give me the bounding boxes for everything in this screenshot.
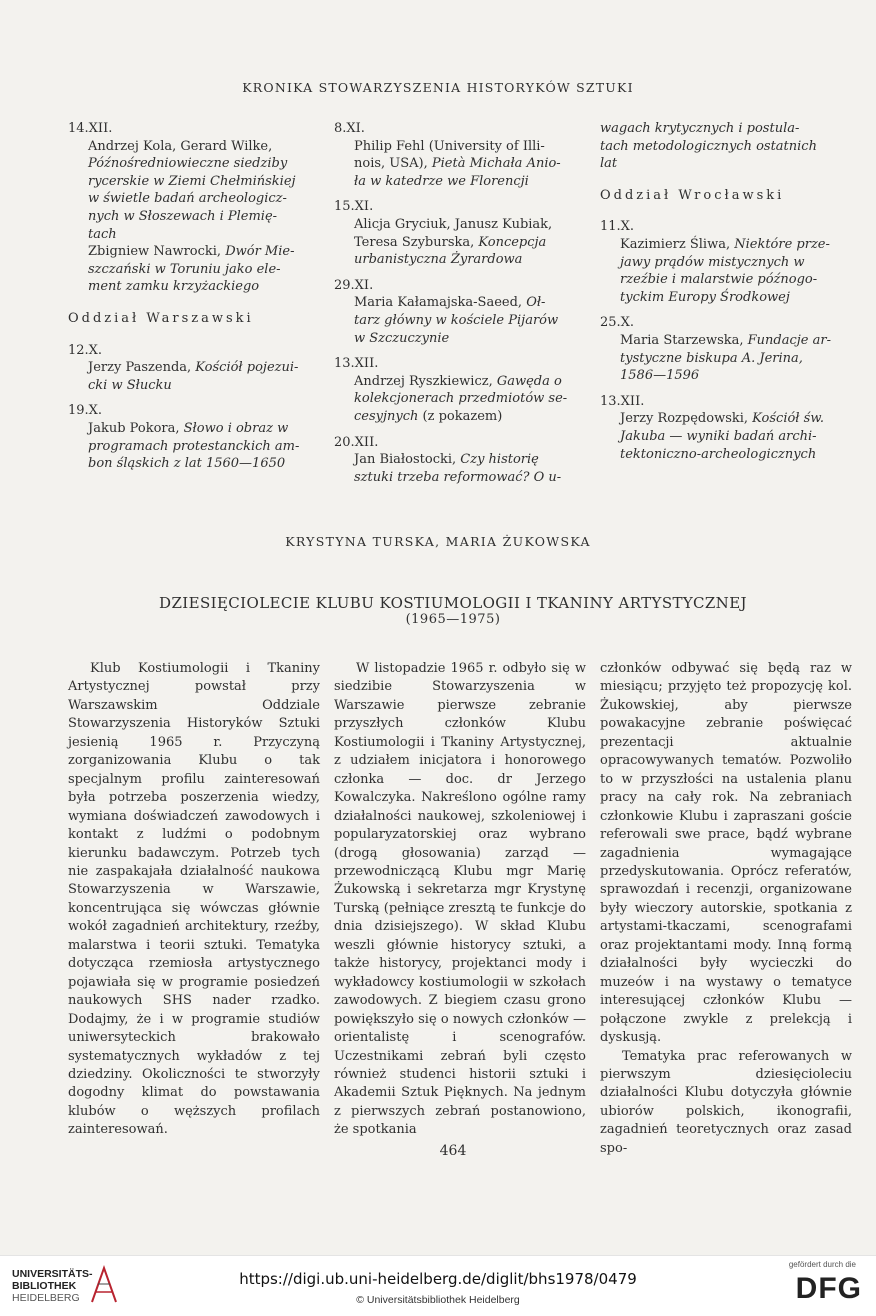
library-name-line3: HEIDELBERG [12,1292,80,1304]
entry-text: Jerzy Rozpędowski, [620,411,753,427]
entry-line [334,251,586,269]
entry-line [600,254,852,272]
entry-line [68,243,316,261]
entry-line [334,469,586,487]
entry-line [600,332,852,350]
entry-text: Teresa Szyburska, [354,234,479,250]
entry-line [334,408,586,426]
entry-title: tektoniczno-archeologicznych [620,446,817,462]
entry-title: urbanistyczna Żyrardowa [354,252,523,268]
entry-line [68,138,316,156]
entry-title: ment zamku krzyżackiego [88,279,260,295]
article-authors: KRYSTYNA TURSKA, MARIA ŻUKOWSKA [285,534,591,549]
entry-title: Koncepcja [478,234,547,250]
entry-text: Kazimierz Śliwa, [620,236,735,252]
entry-title: Kościół św. [752,411,825,427]
running-head: KRONIKA STOWARZYSZENIA HISTORYKÓW SZTUKI [242,80,634,95]
entry-line [600,155,852,173]
entry-line [68,438,316,456]
page-number: 464 [439,1143,467,1159]
lecture-date: 12.X. [68,342,103,358]
entry-title: cesyjnych [354,408,419,424]
entry-title: sztuki trzeba reformować? O u- [354,469,562,485]
lecture-date: 11.X. [600,219,635,235]
spacer [600,306,852,314]
paragraph: Tematyka prac referowanych w pierwszym dziesięcioleciu działalności Klubu dotyczyła głównie ubiorów polskich, ikonografii, zagadnień teoretycznych oraz zasad spo- [600,1048,852,1156]
entry-text: Maria Kałamajska-Saeed, [354,295,527,311]
chronicle-column-1 [68,120,316,473]
paragraph: członków odbywać się będą raz w miesiącu; przyjęto też propozycję kol. Żukowskiej, aby pierwsze powakacyjne zebranie poświęcać prezentacji aktualnie opracowywanych tematów. Pozwoliło to w przyszłości na ustalenia planu pracy na cały rok. Na zebraniach członkowie Klubu i zapraszani goście referowali swe prace, bądź wybrane zagadnienia wymagające przedyskutowania. Oprócz referatów, sprawozdań i recenzji, organizowane były wieczory autorskie, spotkania z artystami-tkaczami, scenografami oraz projektantami mody. Inną formą działalności były wycieczki do muzeów i na wystawy o tematyce interesującej członków Klubu — połączone zwykle z prelekcją i dyskusją. [600,661,852,1046]
entry-line [68,226,316,244]
article-column-3 [600,660,852,1158]
entry-title: rycerskie w Ziemi Chełmińskiej [88,173,296,189]
entry-title: wagach krytycznych i postula- [600,121,800,136]
entry-line [68,420,316,438]
entry-text: Jan Białostocki, [354,452,461,468]
spacer [600,385,852,393]
entry-line [68,455,316,473]
entry-text: Andrzej Kola, Gerard Wilke, [88,138,273,154]
entry-line [334,216,586,234]
entry-line [68,155,316,173]
entry-title: 1586—1596 [620,368,700,384]
entry-title: programach protestanckich am- [88,438,300,454]
entry-text: (z pokazem) [418,408,503,424]
entry-title: tystyczne biskupa A. Jerina, [620,350,803,366]
entry-line [68,377,316,395]
branch-heading: Oddział Warszawski [68,310,254,326]
spacer [334,347,586,355]
article-title: DZIESIĘCIOLECIE KLUBU KOSTIUMOLOGII I TKANINY ARTYSTYCZNEJ [159,594,747,612]
lecture-date: 14.XII. [68,121,113,136]
entry-title: jawy prądów mistycznych w [620,254,805,270]
entry-title: szczański w Toruniu jako ele- [88,261,281,277]
entry-title: tach [88,226,117,242]
entry-text: Jakub Pokora, [88,420,184,436]
entry-line [68,173,316,191]
lecture-date: 20.XII. [334,434,379,450]
entry-line [334,173,586,191]
entry-title: Słowo i obraz w [183,420,289,436]
entry-line [334,234,586,252]
lecture-date: 15.XI. [334,199,374,215]
entry-title: Czy historię [460,452,539,468]
entry-title: kolekcjonerach przedmiotów se- [354,391,568,407]
spacer [334,426,586,434]
entry-line [334,312,586,330]
entry-line [334,155,586,173]
entry-line [68,190,316,208]
spacer [68,394,316,402]
chronicle-column-3 [600,120,852,463]
entry-line [68,261,316,279]
dfg-logo[interactable]: DFG [795,1272,862,1305]
lecture-date: 29.XI. [334,277,374,293]
entry-line [600,428,852,446]
article-column-1 [68,660,320,1140]
entry-line [334,138,586,156]
entry-line [334,373,586,391]
library-name-line2: BIBLIOTHEK [12,1280,77,1292]
lecture-date: 13.XII. [334,356,379,372]
chronicle-column-2 [334,120,586,486]
entry-title: Pietà Michała Anio- [431,156,561,172]
entry-text: Philip Fehl (University of Illi- [354,138,545,154]
entry-title: ła w katedrze we Florencji [354,173,529,189]
entry-title: cki w Słucku [88,377,172,393]
funder-note: gefördert durch die [788,1260,856,1269]
entry-line [334,330,586,348]
entry-line [600,271,852,289]
footer-bar [0,1255,876,1316]
entry-line [334,390,586,408]
entry-title: Fundacje ar- [747,332,831,348]
spacer [334,190,586,198]
entry-text: Maria Starzewska, [620,332,748,348]
article-column-2 [334,660,586,1140]
entry-title: Kościół pojezui- [195,360,299,376]
entry-line [600,446,852,464]
spacer [334,269,586,277]
entry-title: Gawęda o [496,373,562,389]
entry-text: Zbigniew Nawrocki, [88,244,226,260]
entry-line [600,138,852,156]
entry-title: tyckim Europy Środkowej [620,289,790,305]
library-name-line1: UNIVERSITÄTS- [12,1268,93,1280]
entry-title: tarz główny w kościele Pijarów [354,312,559,328]
entry-text: Andrzej Ryszkiewicz, [354,373,497,389]
entry-title: bon śląskich z lat 1560—1650 [88,456,286,472]
paragraph: Klub Kostiumologii i Tkaniny Artystycznej powstał przy Warszawskim Oddziale Stowarzyszenia Historyków Sztuki jesienią 1965 r. Przyczyną zorganizowania Klubu o tak specjalnym profilu zainteresowań była potrzeba poszerzenia wiedzy, wymiana doświadczeń zawodowych i kontakt z ludźmi o podobnym kierunku badawczym. Potrzeb tych nie zaspakajała działalność naukowa Stowarzyszenia w Warszawie, koncentrująca się wówczas głównie wokół zagadnień architektury, rzeźby, malarstwa i teorii sztuki. Tematyka dotycząca rzemiosła artystycznego pojawiała się w programie posiedzeń naukowych SHS nader rzadko. Dodajmy, że i w programie studiów uniwersyteckich brakowało systematycznych wykładów z tej dziedziny. Okoliczności te stworzyły dogodny klimat do powstawania klubów o węższych profilach zainteresowań. [68,661,320,1138]
entry-title: Dwór Mie- [225,244,295,260]
entry-line [68,278,316,296]
entry-line [600,367,852,385]
article-subtitle: (1965—1975) [405,612,501,627]
permalink-url[interactable]: https://digi.ub.uni-heidelberg.de/diglit/bhs1978/0479 [239,1270,637,1288]
lecture-date: 25.X. [600,315,635,331]
entry-text: Alicja Gryciuk, Janusz Kubiak, [354,216,553,232]
entry-title: tach metodologicznych ostatnich [600,138,817,154]
entry-line [334,294,586,312]
copyright-notice: © Universitätsbibliothek Heidelberg [356,1294,520,1306]
entry-line [600,350,852,368]
entry-line [68,359,316,377]
lecture-date: 13.XII. [600,393,645,409]
entry-line [334,451,586,469]
entry-line [600,236,852,254]
entry-text: Jerzy Paszenda, [88,360,196,376]
lecture-date: 8.XI. [334,121,365,136]
entry-title: Późnośredniowieczne siedziby [88,156,288,172]
entry-line [600,289,852,307]
entry-title: lat [600,156,618,172]
entry-line [600,410,852,428]
entry-line [600,120,852,138]
entry-text: nois, USA), [354,156,432,172]
entry-title: nych w Słoszewach i Plemię- [88,208,278,224]
entry-title: Oł- [526,295,546,311]
entry-title: rzeźbie i malarstwie późnogo- [620,272,818,288]
entry-title: w świetle badań archeologicz- [88,191,287,207]
lecture-date: 19.X. [68,403,103,419]
paragraph: W listopadzie 1965 r. odbyło się w siedzibie Stowarzyszenia w Warszawie pierwsze zebranie przyszłych członków Klubu Kostiumologii i Tkaniny Artystycznej, z udziałem inicjatora i honorowego członka — doc. dr Jerzego Kowalczyka. Nakreślono ogólne ramy działalności naukowej, szkoleniowej i popularyzatorskiej oraz wybrano (drogą głosowania) zarząd — przewodniczącą Klubu mgr Marię Żukowską i sekretarza mgr Krystynę Turską (pełniące zresztą te funkcje do dnia dzisiejszego). W skład Klubu weszli głównie historycy sztuki, a także historycy, projektanci mody i wykładowcy kostiumologii w szkołach zawodowych. Z biegiem czasu grono powiększyło się o nowych członków — orientalistę i scenografów. Uczestnikami zebrań byli często również studenci historii sztuki i Akademii Sztuk Pięknych. Na jednym z pierwszych zebrań postanowiono, że spotkania [334,661,586,1138]
entry-title: Jakuba — wyniki badań archi- [620,428,817,444]
entry-title: Niektóre prze- [734,236,830,252]
entry-line [68,208,316,226]
branch-heading: Oddział Wrocławski [600,187,785,203]
entry-title: w Szczuczynie [354,330,450,346]
